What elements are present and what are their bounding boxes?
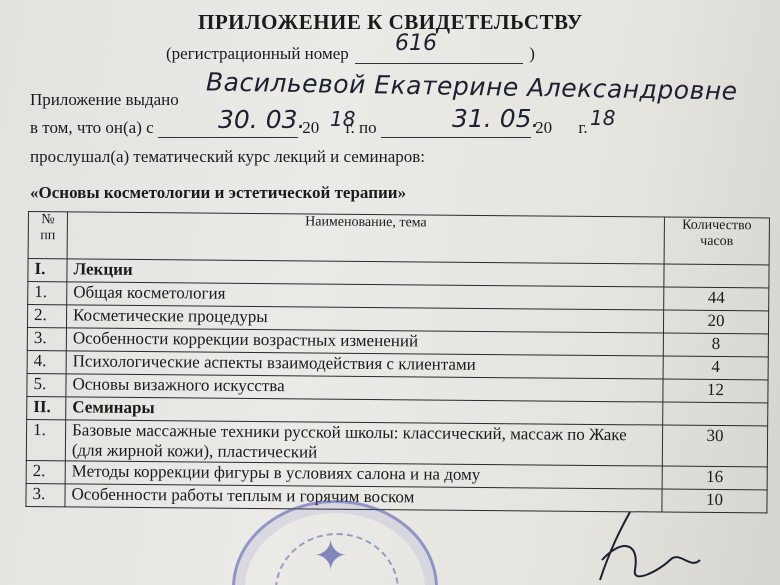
section-num: I.	[28, 259, 67, 282]
header-num: № пп	[28, 212, 67, 259]
row-name: Косметические процедуры	[66, 305, 663, 333]
section-title: Семинары	[66, 397, 663, 425]
table-header-row	[28, 212, 769, 265]
row-num: 3.	[27, 327, 66, 350]
curriculum-table	[25, 211, 770, 513]
date-to-value: 31. 05.	[452, 104, 540, 133]
registration-line	[166, 31, 535, 64]
row-hours: 8	[663, 333, 768, 357]
year-to-prefix: 20	[535, 118, 553, 137]
row-name: Методы коррекции фигуры в условиях салона и на дому	[65, 461, 662, 489]
reg-number-field	[355, 31, 523, 64]
section-hours-empty	[664, 264, 769, 288]
row-name: Основы визажного искусства	[66, 374, 663, 402]
row-name: Особенности коррекции возрастных изменений	[66, 328, 663, 356]
emblem-icon: ✦	[313, 534, 349, 580]
row-num: 2.	[27, 305, 66, 328]
row-num: 5.	[27, 373, 66, 396]
row-hours: 30	[662, 425, 767, 467]
row-num: 3.	[26, 483, 65, 506]
row-name: Особенности работы теплым и горячим воском	[65, 484, 662, 512]
row-name: Психологические аспекты взаимодействия с клиентами	[66, 351, 663, 379]
signature-icon	[580, 500, 780, 585]
reg-number-value: 616	[395, 31, 437, 56]
row-hours: 4	[663, 356, 768, 380]
row-num: 1.	[26, 419, 65, 460]
year-to-value: 18	[590, 106, 616, 130]
recipient-name: Васильевой Екатерине Александровне	[205, 67, 738, 106]
row-num: 4.	[27, 350, 66, 373]
year-from-prefix: 20	[302, 118, 320, 137]
issued-label: Приложение выдано	[30, 90, 179, 109]
row-hours: 44	[664, 287, 769, 311]
row-num: 2.	[26, 460, 65, 483]
section-title: Лекции	[67, 259, 664, 287]
row-name: Общая косметология	[67, 282, 664, 310]
official-seal-icon	[232, 500, 438, 585]
year-from-suffix: г. по	[345, 118, 377, 137]
reg-label-close: )	[529, 44, 535, 63]
course-title: «Основы косметологии и эстетической терапии»	[30, 183, 407, 202]
section-num: II.	[27, 396, 66, 419]
section-hours-empty	[663, 402, 768, 426]
row-hours: 16	[662, 466, 767, 490]
header-name: Наименование, тема	[67, 212, 664, 264]
header-hours: Количество часов	[664, 217, 769, 265]
row-name: Базовые массажные техники русской школы: классический, массаж по Жаке (для жирной кожи), пластический	[65, 420, 662, 466]
course-intro-line: прослушал(а) тематический курс лекций и семинаров:	[30, 147, 425, 166]
document-title: ПРИЛОЖЕНИЕ К СВИДЕТЕЛЬСТВУ	[198, 10, 583, 34]
table-row	[26, 419, 767, 466]
row-hours: 12	[663, 379, 768, 403]
year-to-suffix: г.	[578, 118, 588, 137]
row-hours: 10	[662, 489, 767, 513]
reg-label-open: (регистрационный номер	[166, 44, 349, 63]
year-from-value: 18	[330, 107, 356, 131]
date-from-value: 30. 03.	[218, 105, 306, 134]
row-hours: 20	[663, 310, 768, 334]
period-prefix: в том, что он(а) с	[30, 118, 154, 137]
row-num: 1.	[28, 282, 67, 305]
